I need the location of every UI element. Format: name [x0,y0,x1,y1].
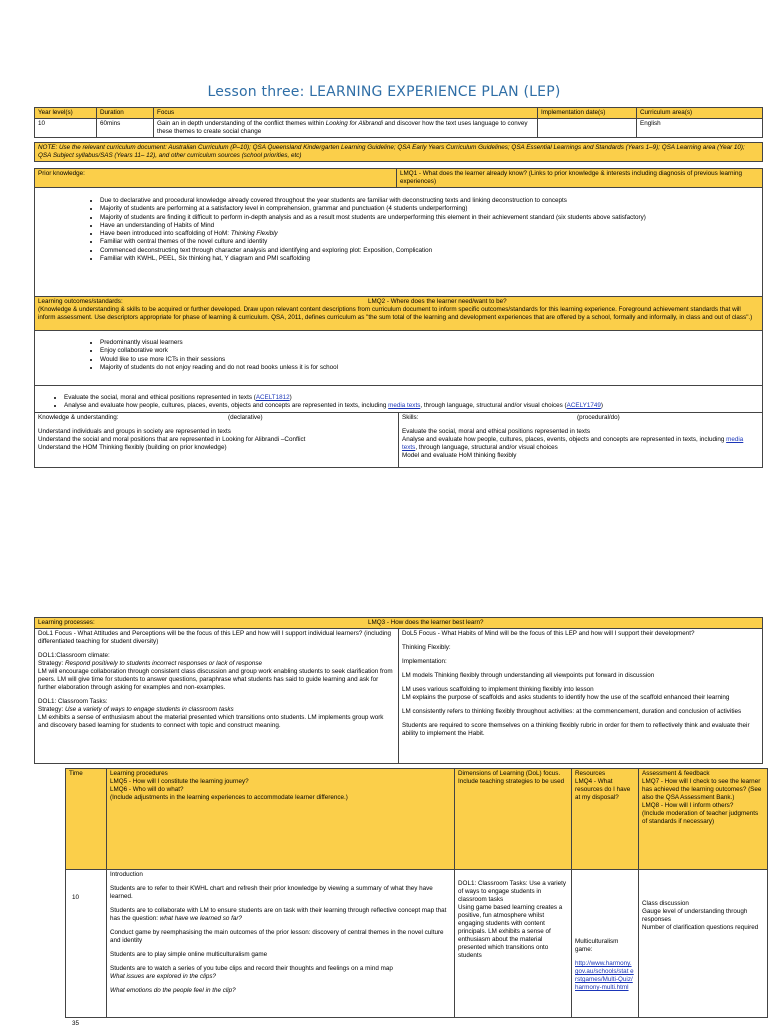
duration-value: 60mins [97,119,154,138]
implementation-item: LM consistently refers to thinking flexibly throughout activities: at the commencement, duration and conclusion of activities [402,708,742,715]
prior-knowledge-body [35,188,763,302]
lmq2-question: LMQ2 - Where does the learner need/want to be? [368,298,507,305]
procedure-step: Students are to watch a series of you tube clips and record their thoughts and feelings on a mind map [110,965,393,972]
prior-knowledge-list [38,197,759,263]
resources-header: Resources LMQ4 - What resources do I have at my disposal? [572,769,639,870]
year-value: 10 [35,119,97,138]
dol-cell: DOL1: Classroom Tasks: Use a variety of ways to engage students in classroom tasks Using game based learning creates a positive, fun atmosphere whilst engaging students with content principals. LM exhibits a sense of enthusiasm about the material presented which transitions onto students [455,870,572,1018]
outcomes-label: Learning outcomes/standards: [38,298,123,305]
list-item: • Majority of students do not enjoy reading and do not read books unless it is for school [100,364,759,372]
time-start: 10 [72,894,80,901]
header-duration: Duration [97,108,154,119]
knowledge-item: Understand the HOM Thinking flexibly (building on prior knowledge) [38,443,227,451]
dol5-focus: DoL5 Focus - What Habits of Mind will be the focus of this LEP and how will I support their development? [402,630,695,637]
implementation-item: LM uses various scaffolding to implement thinking flexibly into lesson [402,686,594,693]
time-header: Time [66,769,107,870]
lmq3-question: LMQ3 - How does the learner best learn? [368,619,484,626]
prior-knowledge-table [34,168,763,302]
note-table [34,142,763,162]
implementation-item: Students are required to score themselves on a thinking flexibly rubric in order for them to reflectively think and evaluate their ability to implement the Habit. [402,722,750,737]
list-item: • Evaluate the social, moral and ethical positions represented in texts (ACELT1812) [64,394,759,402]
list-item: • Analyse and evaluate how people, cultures, places, events, objects and concepts are represented in texts, including media texts, through language, structural and/or visual choices (ACELY1749) [64,402,759,410]
knowledge-item: Understand individuals and groups in society are represented in texts [38,427,231,435]
procedure-step: Students are to collaborate with LM to ensure students are on task with their learning through reflective concept map that has the question: what have we learned so far? [110,907,447,922]
list-item: • Have been introduced into scaffolding of HoM: Thinking Flexibly [100,230,759,238]
dol1-focus: DoL1 Focus - What Attitudes and Perceptions will be the focus of this LEP and how will I support individual learners? (including differentiated teaching for student diversity) [38,630,392,645]
knowledge-type: (declarative) [228,413,263,421]
header-year: Year level(s) [35,108,97,119]
knowledge-label: Knowledge & understanding: [38,413,119,421]
assessment-cell: Class discussion Gauge level of understanding through responses Number of clarification questions required [639,870,768,1018]
procedure-step: Conduct game by reemphasising the main outcomes of the prior lesson: discovery of central themes in the novel culture and identity [110,929,444,944]
list-item: • Majority of students are performing at a satisfactory level in comprehension, grammar and punctuation (4 students underperforming) [100,205,759,213]
knowledge-cell [35,412,399,467]
skills-item: Evaluate the social, moral and ethical positions represented in texts [402,427,590,435]
skills-cell [399,412,763,467]
climate-text: LM will encourage collaboration through consistent class discussion and group work enabling students to seek clarification from peers. LM will give time for students to answer questions, paraphrase what students has said to guide learning and ask for further elaboration through asking for examples and non-examples. [38,668,393,691]
implementation-item: LM explains the purpose of scaffolds and asks students to identify how the use of the scaffold enhanced their learning [402,694,730,701]
tasks-heading: DOL1: Classroom Tasks: [38,698,108,705]
resource-label: Multiculturalism game: [575,938,619,953]
info-table [34,107,763,138]
list-item: • Majority of students are finding it difficult to perform in-depth analysis and as a result most students are underperforming this element in their achievement standard (six students above satisfactory) [100,214,759,222]
multiculturalism-game-link[interactable]: http://www.harmony.gov.au/schools/stat erstgames/Multi-Quiz/harmony-multi.html [575,960,634,991]
header-curriculum: Curriculum area(s) [637,108,763,119]
implementation-value [538,119,637,138]
resources-cell [572,870,639,1018]
acelt1812-link[interactable]: ACELT1812 [255,394,290,401]
implementation-label: Implementation: [402,658,447,665]
curriculum-note: NOTE: Use the relevant curriculum document: Australian Curriculum (P–10); QSA Queensland Kindergarten Learning Guideline; QSA Early Years Curriculum Guidelines; QSA Essential Learnings and Standards (Years 1–9); QSA Learning area (Year 10); QSA Subject syllabus/SAS (Years 11– 12), and other curriculum sources (school priorities, etc) [35,143,763,162]
list-item: • Familiar with KWHL, PEEL, Six thinking hat, Y diagram and PMI scaffolding [100,255,759,263]
curriculum-value: English [637,119,763,138]
header-implementation: Implementation date(s) [538,108,637,119]
outcomes-table [34,296,763,468]
page-title: Lesson three: LEARNING EXPERIENCE PLAN (LEP) [207,84,561,100]
dol1-cell [35,629,399,764]
assessment-header: Assessment & feedback LMQ7 - How will I check to see the learner has achieved the learning outcomes? (See also the QSA Assessment Bank.) LMQ8 - How will I inform others? (Include moderation of teacher judgments of standards if necessary) [639,769,768,870]
learner-profile-list [38,339,759,372]
lmq1-question: LMQ1 - What does the learner already know? (Links to prior knowledge & interests including diagnosis of previous learning experiences) [397,169,763,188]
procedure-step: Students are to refer to their KWHL chart and refresh their prior knowledge by viewing a summary of what they have learned. [110,885,433,900]
skills-label: Skills: [402,413,419,421]
dol5-cell [399,629,763,764]
list-item: • Enjoy collaborative work [100,347,759,355]
list-item: • Predominantly visual learners [100,339,759,347]
processes-header [35,618,763,629]
procedure-question: What issues are explored in the clips? [110,973,217,980]
procedure-question: What emotions do the people feel in the clip? [110,987,236,994]
header-focus: Focus [154,108,538,119]
climate-strategy: Strategy: Respond positively to students incorrect responses or lack of response [38,660,263,667]
processes-label: Learning processes: [38,619,95,626]
list-item: • Would like to use more ICTs in their sessions [100,356,759,364]
time-end: 35 [72,1020,80,1027]
acely1749-link[interactable]: ACELY1749 [566,402,601,410]
implementation-item: LM models Thinking flexibly through understanding all viewpoints put forward in discussion [402,672,655,679]
skills-item: Analyse and evaluate how people, cultures, places, events, objects and concepts are represented in texts, including media texts, through language, structural and/or visual choices [402,435,744,451]
dol-header: Dimensions of Learning (DoL) focus. Include teaching strategies to be used [455,769,572,870]
media-texts-link[interactable]: media texts [388,402,421,410]
intro-heading: Introduction [110,871,143,878]
tasks-text: LM exhibits a sense of enthusiasm about the material presented which transitions onto students. LM implements group work and discovery based learning for students to connect with topic and construct meaning. [38,714,384,729]
procedures-header: Learning procedures LMQ5 - How will I constitute the learning journey? LMQ6 - Who will do what? (Include adjustments in the learning experiences to accommodate learner difference.) [107,769,455,870]
list-item: • Due to declarative and procedural knowledge already covered throughout the year students are familiar with deconstructing texts and linking deconstruction to concepts [100,197,759,205]
list-item: • Familiar with central themes of the novel culture and identity [100,238,759,246]
list-item: • Commenced deconstructing text through character analysis and identifying and exploring plot: Exposition, Complication [100,247,759,255]
climate-heading: DOL1:Classroom climate: [38,652,110,659]
prior-knowledge-label: Prior knowledge: [35,169,397,188]
content-description-list [38,394,759,411]
outcomes-header [35,297,763,331]
list-item: • Have an understanding of Habits of Mind [100,222,759,230]
outcomes-description: (Knowledge & understanding & skills to be acquired or further developed. Draw upon relevant content descriptions from curriculum document to inform specific outcomes/standards for this learning experience. Foreground achievement standards that will inform assessment. Use descriptors appropriate for phase of learning & curriculum. QSA, 2011, defines curriculum as "the sum total of the learning and development experiences that are offered by a school, formally and informally, in class and out of class".) [38,306,753,321]
focus-value: Gain an in depth understanding of the conflict themes within Looking for Alibrandi and discover how the text uses language to convey these themes to create social change [154,119,538,138]
tasks-strategy: Strategy: Use a variety of ways to engage students in classroom tasks [38,706,234,713]
media-texts-link[interactable]: media texts [402,435,744,451]
procedure-step: Students are to play simple online multiculturalism game [110,951,268,958]
skills-type: (procedural/do) [577,413,620,421]
skills-item: Model and evaluate HoM thinking flexibly [402,451,517,459]
dol5-hom: Thinking Flexibly: [402,644,451,651]
processes-table [34,617,763,764]
learner-profile [35,331,763,386]
procedures-table [65,768,768,1027]
time-cell [66,870,107,1027]
content-descriptions [35,386,763,413]
knowledge-item: Understand the social and moral positions that are represented in Looking for Alibrandi –Conflict [38,435,306,443]
procedures-cell [107,870,455,1018]
